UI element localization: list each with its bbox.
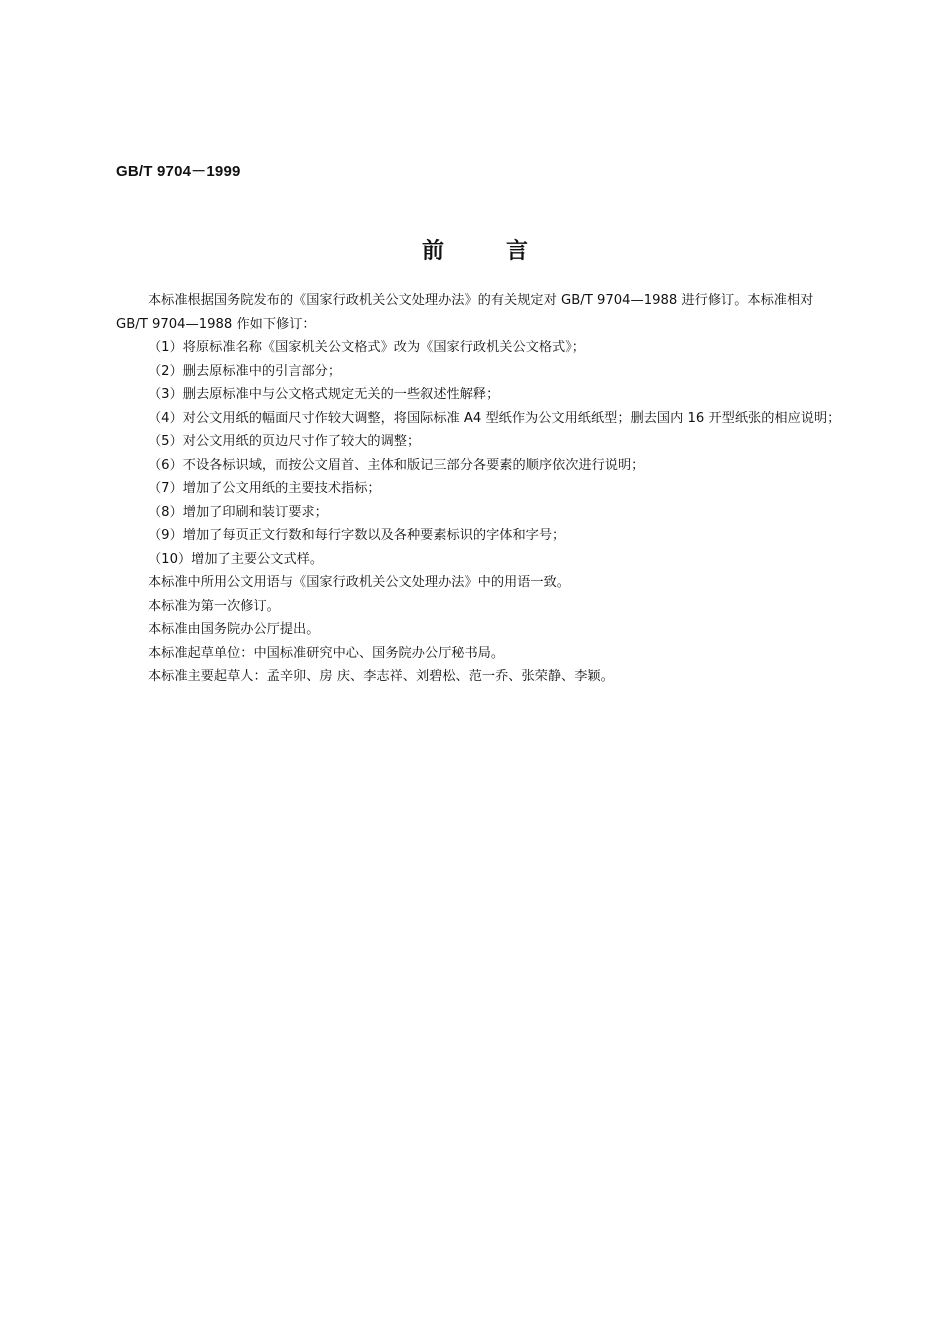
paragraph: 本标准由国务院办公厅提出。: [148, 622, 320, 637]
list-item: （3）删去原标准中与公文格式规定无关的一些叙述性解释；: [148, 387, 500, 402]
list-item: （9）增加了每页正文行数和每行字数以及各种要素标识的字体和字号；: [148, 528, 566, 543]
list-item: （7）增加了公文用纸的主要技术指标；: [148, 481, 381, 496]
list-item: （8）增加了印刷和装订要求；: [148, 504, 328, 520]
list-item: （6）不设各标识域，而按公文眉首、主体和版记三部分各要素的顺序依次进行说明；: [148, 457, 645, 473]
paragraph: 本标准为第一次修订。: [148, 598, 280, 614]
paragraph-drafters: 本标准主要起草人：孟辛卯、房 庆、李志祥、刘碧松、范一乔、张荣静、李颖。: [148, 669, 614, 684]
list-item: （10）增加了主要公文式样。: [148, 551, 324, 567]
paragraph-intro: 本标准根据国务院发布的《国家行政机关公文处理办法》的有关规定对 GB/T 9704—1988 进行修订。本标准相对 GB/T 9704—1988 作如下修订：: [116, 293, 814, 332]
standard-code: GB/T 9704－1999: [116, 163, 241, 180]
list-item: （2）删去原标准中的引言部分；: [148, 363, 342, 379]
foreword-body: [116, 289, 848, 689]
paragraph-drafting-unit: 本标准起草单位：中国标准研究中心、国务院办公厅秘书局。: [148, 645, 505, 661]
list-item: （1）将原标准名称《国家机关公文格式》改为《国家行政机关公文格式》；: [148, 340, 585, 355]
list-item: （5）对公文用纸的页边尺寸作了较大的调整；: [148, 434, 421, 449]
list-item: （4）对公文用纸的幅面尺寸作较大调整，将国际标准 A4 型纸作为公文用纸纸型；删去国内 16 开型纸张的相应说明；: [148, 410, 841, 426]
paragraph: 本标准中所用公文用语与《国家行政机关公文处理办法》中的用语一致。: [148, 575, 570, 590]
page-title: 前言: [421, 239, 590, 264]
